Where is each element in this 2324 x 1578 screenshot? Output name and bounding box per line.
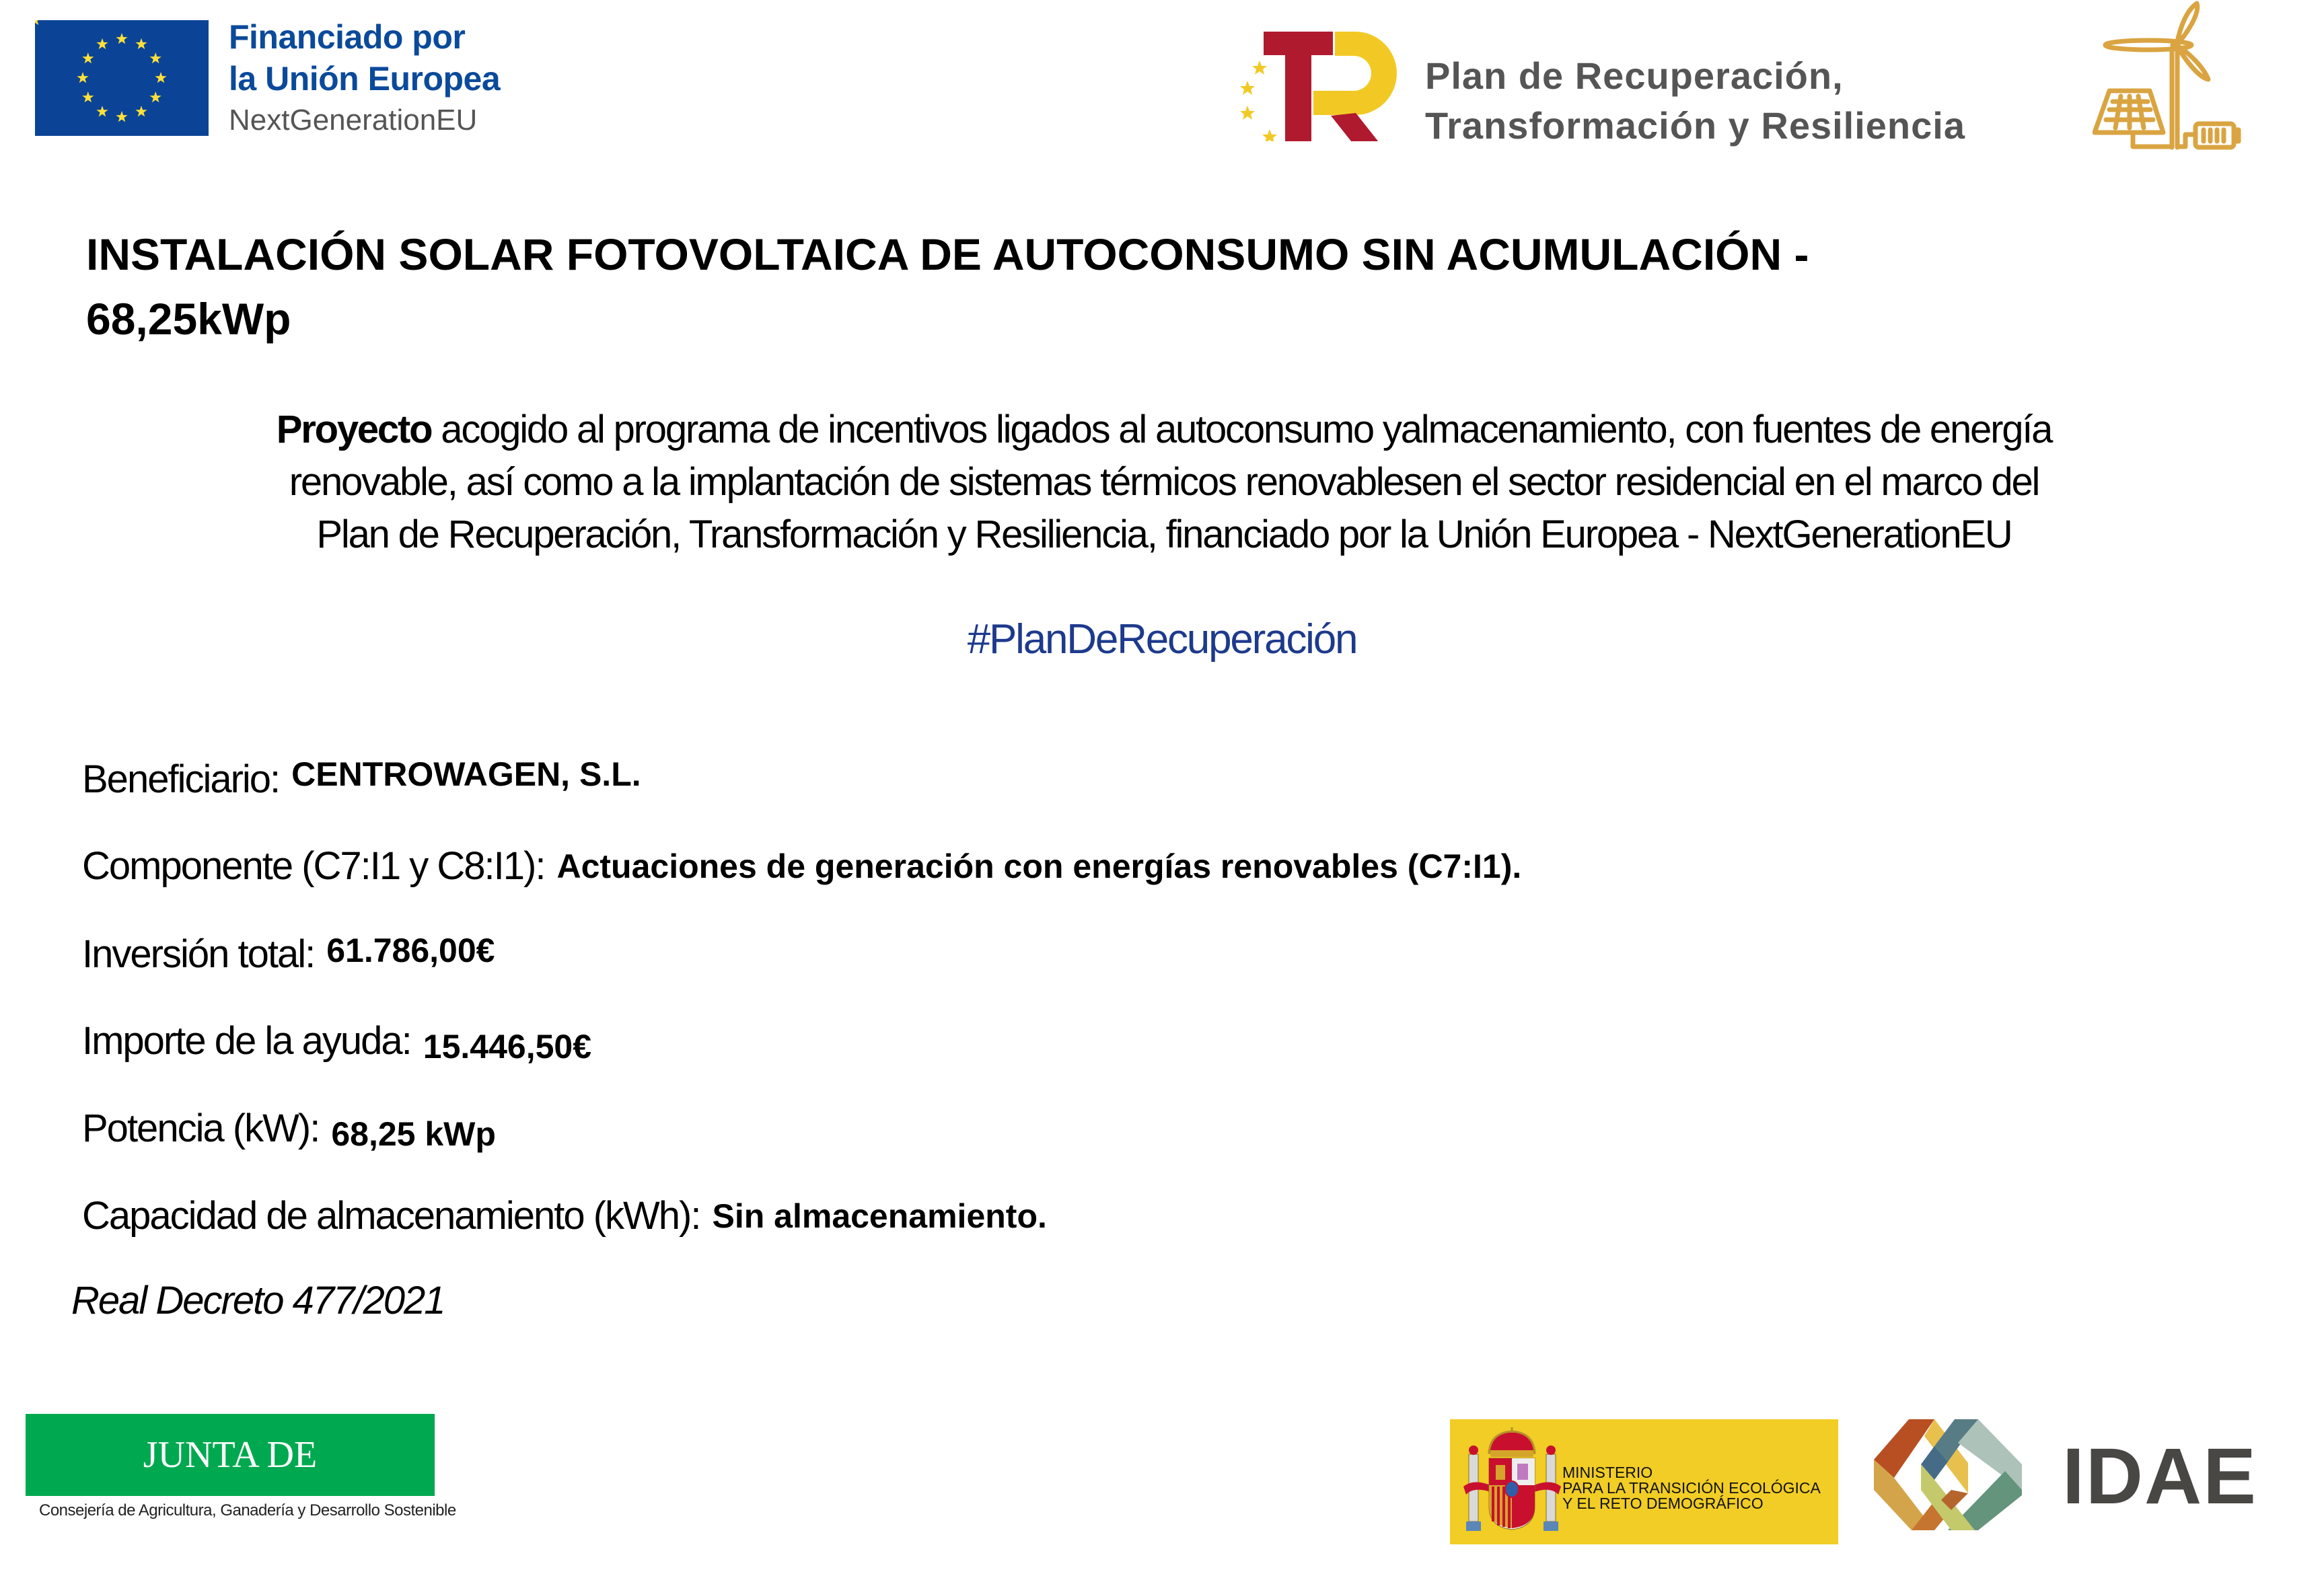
title-line2: 68,25kWp	[86, 294, 291, 344]
prtr-logo-text	[1425, 51, 1965, 151]
intro-line1-text: acogido al programa de incentivos ligados al autoconsumo yalmacenamiento, con fuentes de energía	[431, 408, 2052, 451]
field-label: Capacidad de almacenamiento (kWh):	[82, 1194, 700, 1238]
eu-funding-logo-text	[229, 16, 500, 140]
field-label: Potencia (kW):	[82, 1106, 320, 1150]
field-label: Beneficiario:	[82, 757, 280, 801]
eu-flag-icon	[35, 20, 209, 136]
intro-lead: Proyecto	[276, 408, 432, 451]
project-description	[81, 404, 2247, 561]
page-title	[86, 222, 2172, 351]
field-value: 61.786,00€	[326, 932, 495, 969]
idae-wordmark: IDAE	[2062, 1432, 2257, 1521]
junta-subtitle: Consejería de Agricultura, Ganadería y Desarrollo Sostenible	[39, 1501, 456, 1519]
spain-coat-of-arms-icon	[1463, 1427, 1561, 1535]
field-label: Inversión total:	[82, 932, 315, 976]
idae-emblem-icon	[1867, 1416, 2062, 1534]
field-beneficiario	[82, 755, 641, 802]
field-label: Importe de la ayuda:	[82, 1019, 411, 1063]
eu-logo-line2: la Unión Europea	[229, 60, 501, 98]
field-value: Sin almacenamiento.	[712, 1197, 1047, 1235]
field-importe-ayuda	[82, 1018, 591, 1066]
intro-line3: Plan de Recuperación, Transformación y Resiliencia, financiado por la Unión Europea - NextGenerationEU	[316, 513, 2012, 556]
ministerio-line2: PARA LA TRANSICIÓN ECOLÓGICA	[1562, 1479, 1821, 1497]
field-value: CENTROWAGEN, S.L.	[291, 755, 641, 793]
prtr-line2: Transformación y Resiliencia	[1425, 104, 1965, 147]
junta-extremadura-logo: JUNTA DE EXTREMADURA	[26, 1414, 435, 1496]
field-componente	[82, 843, 1521, 889]
field-value: Actuaciones de generación con energías renovables (C7:I1).	[556, 848, 1522, 885]
title-line1: INSTALACIÓN SOLAR FOTOVOLTAICA DE AUTOCONSUMO SIN ACUMULACIÓN -	[86, 229, 1809, 279]
ministerio-line1: MINISTERIO	[1562, 1464, 1653, 1481]
prtr-monogram-icon	[1225, 13, 1400, 141]
ministerio-text	[1562, 1465, 1821, 1511]
intro-line1	[81, 404, 2247, 456]
field-label: Componente (C7:I1 y C8:I1):	[82, 844, 545, 888]
hashtag: #PlanDeRecuperación	[967, 616, 1357, 663]
field-capacidad-almacenamiento	[82, 1193, 1047, 1238]
wind-solar-battery-icon	[2093, 0, 2261, 155]
ministerio-line3: Y EL RETO DEMOGRÁFICO	[1562, 1495, 1764, 1512]
eu-logo-line3: NextGenerationEU	[229, 104, 478, 137]
field-value: 68,25 kWp	[331, 1115, 496, 1153]
field-inversion-total	[82, 931, 495, 977]
decree-reference: Real Decreto 477/2021	[71, 1279, 445, 1322]
intro-line2: renovable, así como a la implantación de sistemas térmicos renovablesen el sector residencial en el marco del	[289, 460, 2039, 504]
eu-logo-line1: Financiado por	[229, 18, 466, 56]
prtr-line1: Plan de Recuperación,	[1425, 54, 1844, 97]
field-value: 15.446,50€	[423, 1028, 592, 1065]
field-potencia	[82, 1106, 496, 1154]
